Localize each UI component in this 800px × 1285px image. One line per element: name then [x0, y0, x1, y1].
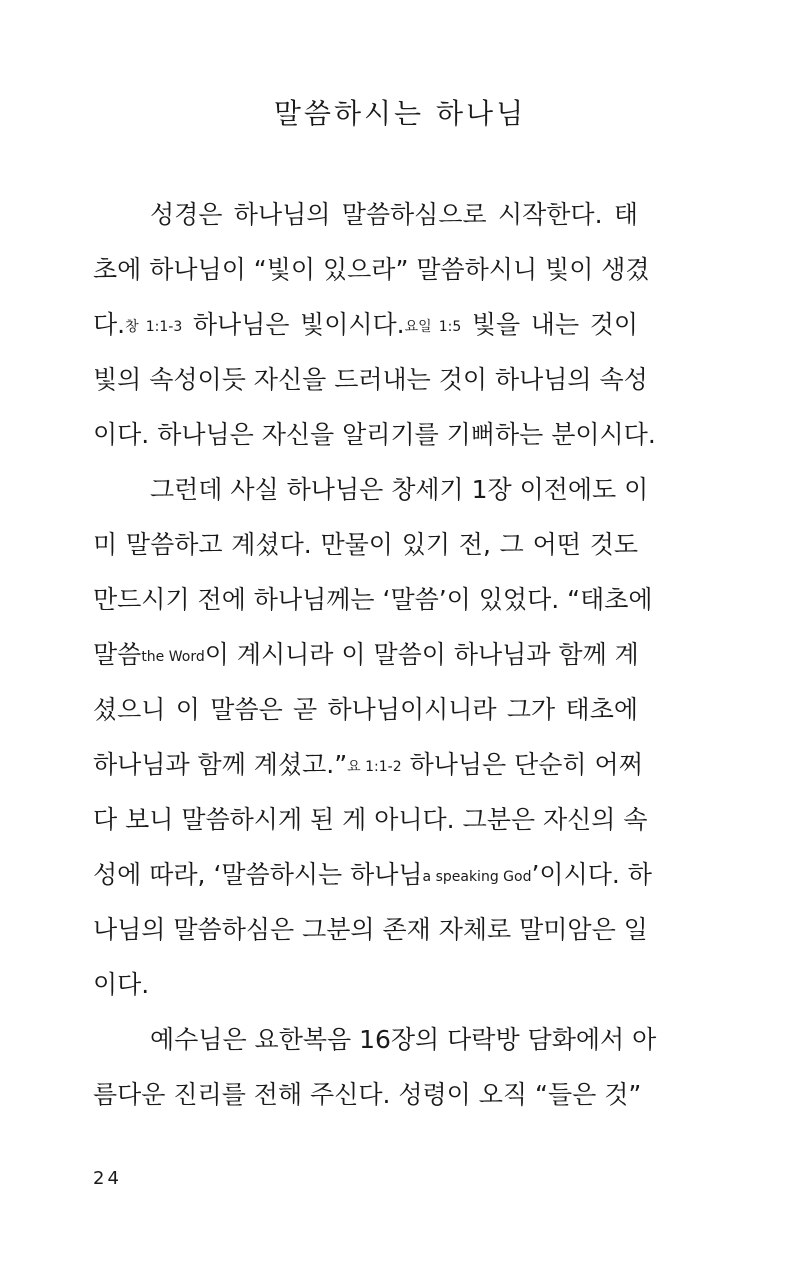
text-line [93, 1073, 642, 1128]
text-line [93, 523, 638, 578]
text-line [93, 908, 648, 963]
text-line [93, 413, 656, 468]
scripture-reference: the Word [141, 649, 205, 665]
text-line [93, 688, 638, 743]
text-segment: 름다운 진리를 전해 주신다. 성령이 오직 “들은 것” [93, 1080, 642, 1109]
text-segment: 성에 따라, ‘말씀하시는 하나님 [93, 860, 423, 889]
text-segment: 초에 하나님이 “빛이 있으라” 말씀하시니 빛이 생겼 [93, 255, 650, 284]
text-segment: 이 계시니라 이 말씀이 하나님과 함께 계 [204, 640, 639, 669]
text-segment: 예수님은 요한복음 16장의 다락방 담화에서 아 [150, 1025, 657, 1054]
text-segment: 이다. [93, 970, 150, 999]
text-line [93, 798, 648, 853]
text-segment: 만드시기 전에 하나님께는 ‘말씀’이 있었다. “태초에 [93, 585, 653, 614]
text-segment: 하나님은 단순히 어쩌 [401, 750, 643, 779]
text-segment: 다 보니 말씀하시게 된 게 아니다. 그분은 자신의 속 [93, 805, 648, 834]
text-segment: 말씀 [93, 640, 142, 669]
page-title: 말씀하시는 하나님 [273, 97, 527, 130]
text-line [93, 303, 638, 358]
scripture-reference: 창 1:1-3 [125, 319, 183, 335]
text-segment: 이다. 하나님은 자신을 알리기를 기뻐하는 분이시다. [93, 420, 656, 449]
text-segment: 빛의 속성이듯 자신을 드러내는 것이 하나님의 속성 [93, 365, 648, 394]
text-line [93, 743, 643, 798]
text-line [93, 578, 653, 633]
paragraph [93, 193, 656, 468]
text-segment: 성경은 하나님의 말씀하심으로 시작한다. 태 [150, 200, 638, 229]
paragraph [93, 1018, 657, 1128]
text-line [93, 358, 648, 413]
text-line [93, 963, 638, 1018]
page-number: 24 [93, 1168, 122, 1189]
text-line [93, 633, 638, 688]
text-segment: 셨으니 이 말씀은 곧 하나님이시니라 그가 태초에 [93, 695, 638, 724]
text-segment: 하나님과 함께 계셨고.” [93, 750, 348, 779]
text-line [93, 853, 652, 908]
text-line [93, 1018, 657, 1073]
scripture-reference: 요일 1:5 [404, 319, 462, 335]
scripture-reference: a speaking God [422, 869, 532, 885]
text-line [93, 468, 649, 523]
text-segment: 그런데 사실 하나님은 창세기 1장 이전에도 이 [150, 475, 649, 504]
text-line [93, 248, 650, 303]
text-segment: ’이시다. 하 [531, 860, 652, 889]
paragraph [93, 468, 653, 1018]
text-segment: 미 말씀하고 계셨다. 만물이 있기 전, 그 어떤 것도 [93, 530, 638, 559]
text-segment: 나님의 말씀하심은 그분의 존재 자체로 말미암은 일 [93, 915, 648, 944]
text-segment: 빛을 내는 것이 [461, 310, 638, 339]
body-text [93, 193, 657, 1128]
text-segment: 다. [93, 310, 126, 339]
scripture-reference: 요 1:1-2 [347, 759, 402, 775]
text-line [93, 193, 638, 248]
text-segment: 하나님은 빛이시다. [182, 310, 405, 339]
